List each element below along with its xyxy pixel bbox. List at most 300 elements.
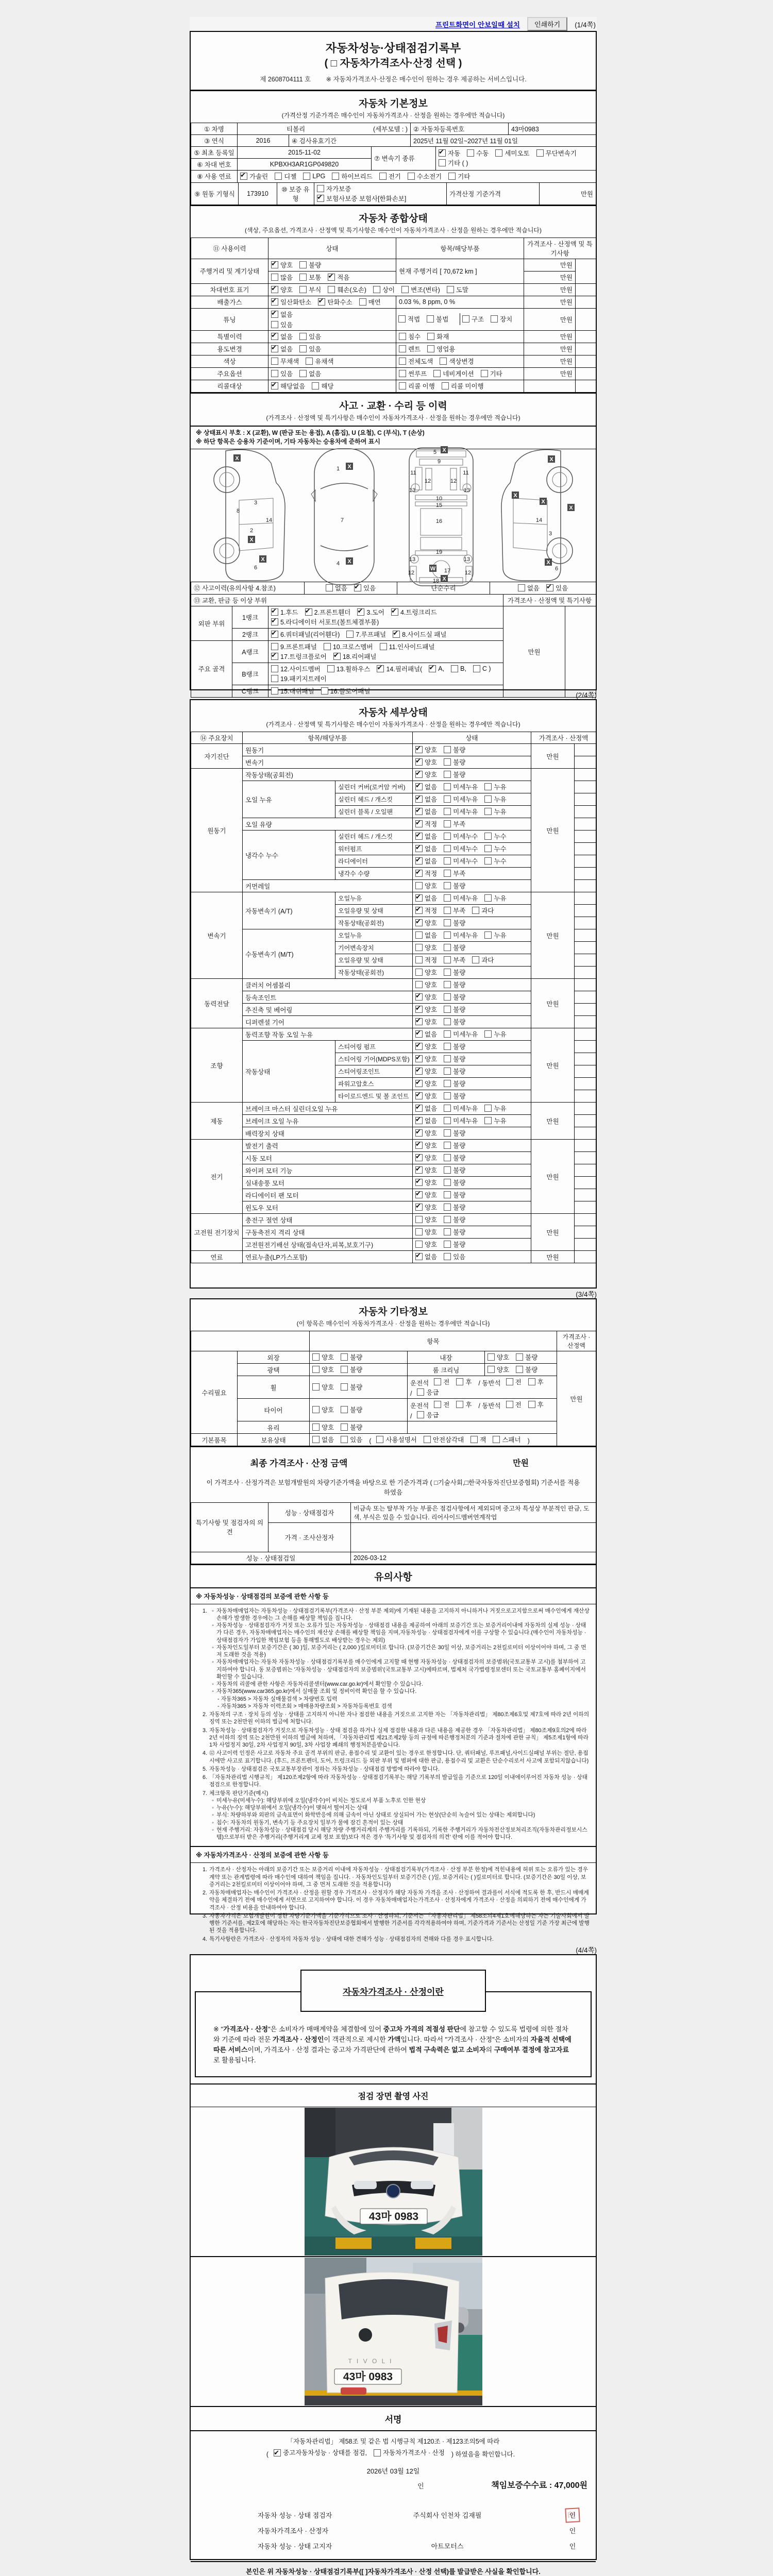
unchecked-checkbox-icon	[271, 687, 278, 694]
unchecked-checkbox-icon	[433, 370, 441, 377]
checkbox-label: C )	[482, 665, 491, 672]
option-group	[415, 1205, 465, 1212]
checkbox-option	[271, 260, 293, 269]
checkbox-label: 8.사이드실 패널	[402, 631, 447, 638]
notice-subline: - 자동차365 > 자동차 이력조회 > 매매용차량조회 > 자동차등록번호 검색	[217, 1703, 392, 1709]
checkbox-label: 양호	[425, 920, 438, 927]
seal-placeholder: 인	[417, 2482, 424, 2490]
unchecked-checkbox-icon	[399, 382, 406, 389]
other-header-price: 가격조사 · 산정액	[557, 1331, 596, 1351]
checkbox-label: 렌트	[408, 345, 421, 353]
note-cell	[575, 1103, 596, 1115]
checkbox-label: 불량	[453, 1093, 466, 1100]
notice-item-body	[209, 1607, 590, 1710]
signer-role: 자동차가격조사 · 산정자	[258, 2527, 329, 2535]
checkbox-label: 기타	[490, 370, 502, 378]
unchecked-checkbox-icon	[415, 1216, 423, 1223]
opinion-who-2: 가격 · 조사산정자	[268, 1522, 351, 1552]
checkbox-label: 양호	[425, 1142, 438, 1149]
model-year-value: 2016	[238, 134, 289, 146]
row-label: 용도변경	[191, 343, 268, 355]
checkbox-label: 미세누유	[453, 1105, 478, 1112]
checked-checkbox-icon	[305, 608, 312, 616]
checkbox-label: 미세누유	[453, 784, 478, 791]
unchecked-checkbox-icon	[415, 981, 423, 988]
option-group	[271, 610, 444, 627]
checkbox-option	[417, 1387, 439, 1397]
checkbox-label: 리콜 이행	[408, 382, 435, 390]
sub-item-label: 스티어링 펌프	[335, 1041, 413, 1053]
option-group	[271, 287, 468, 295]
device-group-label: 전기	[191, 1140, 243, 1214]
table-row	[191, 238, 596, 259]
svg-text:X: X	[549, 456, 553, 463]
checkbox-label: 불량	[453, 1167, 466, 1174]
checkbox-label: 있음	[350, 1436, 363, 1444]
checkbox-label: 있음	[280, 370, 293, 378]
unchecked-checkbox-icon	[444, 820, 451, 827]
state-options	[413, 1201, 531, 1214]
install-print-helper-link[interactable]: 프린트화면이 안보일때 설치	[435, 21, 520, 29]
current-mileage: 현재 주행거리 [ 70,672 km ]	[396, 259, 524, 283]
unchecked-checkbox-icon	[399, 358, 406, 365]
unchecked-checkbox-icon	[506, 1401, 513, 1408]
svg-text:X: X	[249, 536, 254, 543]
unchecked-checkbox-icon	[484, 1105, 492, 1112]
checkbox-label: 중고자동차성능 · 상태를 점검,	[283, 2449, 367, 2456]
checkbox-label: 보험사보증 보험사[한화손보]	[326, 195, 407, 202]
description-text: 중고차 가격의 적절성 판단	[383, 2025, 460, 2033]
unchecked-checkbox-icon	[456, 1378, 463, 1385]
table-row	[191, 1331, 596, 1351]
checkbox-option	[493, 1435, 520, 1444]
item-label: 오일 누유	[243, 781, 335, 818]
checkbox-label: 미세누유	[453, 1117, 478, 1125]
unchecked-checkbox-icon	[444, 1228, 451, 1235]
table-row	[191, 367, 596, 380]
option-group	[415, 1044, 465, 1052]
option-group	[415, 1230, 465, 1237]
cell-text: / 동반석	[478, 1380, 501, 1387]
row-options	[268, 283, 524, 296]
svg-text:X: X	[347, 558, 351, 565]
item-label: 윈도우 모터	[243, 1201, 413, 1214]
row-options-a	[268, 355, 396, 367]
checkbox-label: 무채색	[280, 358, 299, 365]
svg-text:13: 13	[409, 487, 416, 494]
price-cell: 만원	[531, 769, 575, 892]
option-group	[518, 586, 568, 593]
checkbox-option	[399, 344, 421, 353]
checked-checkbox-icon	[317, 195, 324, 202]
unchecked-checkbox-icon	[444, 1142, 451, 1149]
unchecked-checkbox-icon	[448, 173, 456, 180]
checkbox-label: 누수	[494, 833, 507, 840]
checkbox-label: 17.트렁크플로어	[280, 653, 327, 660]
checkbox-option	[312, 1405, 334, 1414]
svg-text:3: 3	[254, 499, 258, 506]
device-group-label: 원동기	[191, 769, 243, 892]
repair-item-empty	[408, 1421, 557, 1434]
svg-text:12: 12	[424, 478, 431, 484]
row-label: 튜닝	[191, 308, 268, 330]
unchecked-checkbox-icon	[275, 173, 282, 180]
repair-item-options	[310, 1364, 408, 1376]
note-cell	[576, 343, 596, 355]
checked-checkbox-icon	[415, 833, 423, 840]
checkbox-label: 불량	[453, 1216, 466, 1224]
unchecked-checkbox-icon	[399, 370, 406, 377]
checkbox-option	[271, 630, 340, 639]
checked-checkbox-icon	[271, 286, 278, 293]
note-cell	[576, 259, 596, 283]
unchecked-checkbox-icon	[299, 333, 307, 340]
unchecked-checkbox-icon	[312, 1436, 320, 1443]
checkbox-label: 안전삼각대	[432, 1436, 464, 1444]
row-options-b	[396, 296, 524, 308]
detail-state-title: 자동차 세부상태	[359, 707, 428, 718]
checkbox-option	[444, 1054, 465, 1063]
checkbox-option	[506, 1400, 522, 1409]
checkbox-option	[484, 807, 506, 816]
checkbox-label: 양호	[322, 1384, 334, 1391]
note-cell	[575, 793, 596, 806]
option-group	[312, 1437, 535, 1445]
unchecked-checkbox-icon	[484, 783, 492, 790]
cell-text: )	[527, 1437, 530, 1445]
table-row	[191, 744, 596, 756]
note-cell	[575, 954, 596, 967]
checkbox-label: 화재	[436, 333, 449, 341]
checkbox-label: 누유	[494, 1031, 507, 1038]
svg-text:19: 19	[435, 549, 443, 555]
checkbox-label: 양호	[425, 771, 438, 778]
opinion-text-2	[351, 1522, 596, 1552]
checkbox-label: 미세누유	[453, 895, 478, 902]
svg-text:12: 12	[450, 478, 457, 484]
notice-item-body	[209, 1711, 590, 1726]
reg-no-value: 43마0983	[509, 123, 596, 134]
svg-text:X: X	[513, 492, 517, 499]
svg-text:43마 0983: 43마 0983	[343, 2370, 393, 2383]
final-price-label: 최종 가격조사 · 산정 금액	[250, 1458, 348, 1468]
price-cell: 만원	[524, 296, 576, 308]
svg-text:5: 5	[433, 449, 437, 455]
rank-parts	[268, 685, 503, 697]
unchecked-checkbox-icon	[444, 857, 451, 865]
description-text: 에 참고할 수 있도록 법령에 의한 절차와 기준에 따라 전문	[213, 2025, 568, 2044]
checkbox-label: 자동차가격조사 · 산정	[383, 2449, 445, 2456]
note-cell	[575, 1053, 596, 1065]
option-group	[415, 970, 465, 977]
checkbox-label: 미세누유	[453, 1031, 478, 1038]
svg-text:X: X	[347, 463, 351, 470]
option-group	[271, 667, 498, 684]
checkbox-option	[415, 1240, 437, 1249]
checked-checkbox-icon	[415, 1117, 423, 1124]
checkbox-option	[444, 1240, 465, 1249]
option-group	[415, 797, 507, 804]
checked-checkbox-icon	[271, 311, 278, 318]
checkbox-option	[444, 745, 465, 754]
notice-item-body	[209, 1766, 590, 1773]
state-options	[413, 744, 531, 756]
checked-checkbox-icon	[415, 795, 423, 803]
checkbox-label: 불량	[309, 261, 322, 269]
unchecked-checkbox-icon	[493, 1436, 500, 1443]
checkbox-label: 적음	[337, 274, 350, 281]
price-cell: 만원	[531, 1214, 575, 1251]
checkbox-label: 양호	[322, 1424, 334, 1431]
checkbox-label: 부식	[309, 286, 322, 294]
unchecked-checkbox-icon	[341, 1406, 348, 1413]
svg-text:1: 1	[336, 465, 340, 472]
checkbox-option	[415, 1153, 437, 1162]
unchecked-checkbox-icon	[415, 969, 423, 976]
checkbox-label: 4.트렁크리드	[400, 608, 437, 616]
notice-bullet	[209, 1826, 590, 1841]
checked-checkbox-icon	[415, 820, 423, 827]
underbody-view	[400, 445, 482, 587]
checkbox-option	[444, 807, 478, 816]
checkbox-label: 양호	[425, 1216, 438, 1224]
sub-item-label: 파워고압호스	[335, 1078, 413, 1090]
checkbox-option	[328, 273, 349, 282]
panel-group-label: 외판 부위	[191, 606, 232, 640]
state-options	[413, 1239, 531, 1251]
col-major-device: ⑭ 주요장치	[191, 732, 243, 744]
unchecked-checkbox-icon	[444, 1253, 451, 1260]
option-group	[415, 958, 494, 965]
note-cell	[575, 1164, 596, 1177]
checkbox-label: 기타 ( )	[448, 160, 468, 167]
item-label: 충전구 절연 상태	[243, 1214, 413, 1226]
checkbox-label: 전기	[388, 173, 401, 180]
note-cell	[575, 744, 596, 756]
checkbox-option	[299, 344, 321, 353]
note-cell	[575, 818, 596, 831]
description-text: 입니다. 따라서 "가격조사 · 산정"은 소비자의	[400, 2036, 531, 2044]
checkbox-option	[456, 1377, 472, 1386]
unchecked-checkbox-icon	[444, 771, 451, 778]
checkbox-option	[528, 1377, 544, 1386]
checkbox-option	[484, 794, 506, 804]
checkbox-label: 상이	[382, 286, 395, 294]
checkbox-label: 장치	[500, 316, 513, 324]
state-options	[413, 1016, 531, 1028]
row-label: 배출가스	[191, 296, 268, 308]
state-options	[413, 868, 531, 880]
notice-bullet	[209, 1811, 590, 1819]
checkbox-option	[444, 968, 465, 977]
checkbox-option	[415, 1054, 437, 1063]
checkbox-label: 있음	[453, 1253, 466, 1261]
state-options	[413, 1090, 531, 1103]
bullet-icon: ◦	[212, 1622, 214, 1629]
checkbox-option	[399, 332, 421, 341]
option-group	[415, 1180, 465, 1188]
description-text: "은 소비자가 매매계약을 체결함에 있어	[268, 2025, 383, 2033]
checkbox-option	[415, 782, 437, 791]
checkbox-option	[415, 1252, 437, 1261]
checkbox-label: 양호	[425, 883, 438, 890]
checked-checkbox-icon	[415, 1080, 423, 1087]
checked-checkbox-icon	[415, 857, 423, 865]
checkbox-option	[444, 992, 465, 1002]
checkbox-option	[415, 943, 437, 952]
item-label: 배력장치 상태	[243, 1127, 413, 1140]
table-row	[191, 182, 596, 205]
checkbox-option	[484, 1104, 506, 1113]
unchecked-checkbox-icon	[491, 315, 498, 323]
unchecked-checkbox-icon	[442, 382, 449, 389]
checkbox-option	[444, 1128, 465, 1138]
final-price-unit: 만원	[513, 1459, 529, 1468]
table-row	[191, 1351, 596, 1364]
checkbox-option	[401, 285, 440, 294]
signature-law-line1: 「자동차관리법」 제58조 및 같은 법 시행규칙 제120조 · 제123조의5에 따라	[287, 2437, 500, 2445]
unchecked-checkbox-icon	[462, 315, 469, 323]
state-options	[413, 756, 531, 769]
item-label: 와이퍼 모터 기능	[243, 1164, 413, 1177]
price-survey-info-title: 자동차가격조사 · 산정이란	[343, 1987, 444, 1997]
checkbox-option	[528, 1400, 544, 1409]
cell-text: / 동반석	[478, 1402, 501, 1410]
option-group	[271, 310, 393, 329]
state-options	[413, 1177, 531, 1189]
state-options	[413, 806, 531, 818]
checkbox-label: 후	[465, 1379, 472, 1386]
checkbox-option	[415, 1128, 437, 1138]
checkbox-label: 적정	[425, 870, 438, 877]
page-indicator-2: (2/4쪽)	[576, 691, 597, 699]
checkbox-option	[427, 344, 455, 353]
checkbox-option	[536, 148, 577, 158]
option-group	[415, 896, 507, 903]
checked-checkbox-icon	[415, 845, 423, 852]
checkbox-label: 불량	[453, 969, 466, 976]
unchecked-checkbox-icon	[444, 845, 451, 852]
unchecked-checkbox-icon	[312, 1353, 320, 1361]
option-group	[415, 859, 507, 866]
checkbox-label: 양호	[425, 747, 438, 754]
checkbox-label: 12.사이드멤버	[280, 665, 321, 673]
checkbox-option	[415, 918, 437, 927]
note-cell	[575, 1201, 596, 1214]
checkbox-option	[333, 652, 377, 661]
unchecked-checkbox-icon	[439, 159, 446, 166]
unchecked-checkbox-icon	[417, 1411, 424, 1418]
option-group	[415, 921, 465, 928]
basic-items-label: 기본품목	[191, 1434, 238, 1446]
bullet-text: 자동차성능 · 상태점검자가 거짓 또는 오류가 있는 자동차성능 · 상태점검 내용을 제공하여 아래의 보증기간 또는 보증거리이내에 자동차의 실제 성능 · 상태가 다른 경우, 자동차매매업자는 매수인의 재산상 손해를 배상할 책임을 지며,자동차성능 · 상태점검자에게 이를 구상할 수 있습니다.(매수인이 자동차성능 · 상태점검자가 가입한 책임보험 등을 통해별도로 배상받는 경우는 제외)	[216, 1622, 586, 1643]
checkbox-option	[444, 819, 465, 828]
item-label: 작동상태	[243, 1041, 335, 1103]
svg-text:11: 11	[463, 469, 469, 476]
svg-text:7: 7	[340, 517, 344, 523]
notice-item-number: 3.	[202, 1727, 207, 1734]
sub-item-label: 작동상태(공회전)	[335, 967, 413, 979]
unchecked-checkbox-icon	[424, 1436, 431, 1443]
unchecked-checkbox-icon	[444, 1216, 451, 1223]
item-label: 냉각수 누수	[243, 831, 335, 880]
cell-text: /	[410, 1413, 412, 1420]
option-group	[415, 871, 465, 878]
checkbox-option	[444, 1079, 465, 1088]
option-group	[415, 785, 507, 792]
unchecked-checkbox-icon	[444, 993, 451, 1001]
checkbox-label: 하이브리드	[341, 173, 373, 180]
item-label: 추진축 및 베어링	[243, 1004, 413, 1016]
checkbox-option	[472, 955, 494, 964]
unchecked-checkbox-icon	[359, 298, 366, 306]
unchecked-checkbox-icon	[312, 1423, 320, 1431]
price-cell: 만원	[524, 367, 576, 380]
notice-item-number: 4.	[202, 1750, 207, 1757]
car-name-cell	[238, 123, 411, 134]
unchecked-checkbox-icon	[488, 1353, 495, 1361]
submodel-field: (세부모델 : )	[373, 125, 408, 133]
checkbox-option	[328, 285, 366, 294]
checkbox-option	[271, 607, 298, 617]
table-row	[191, 979, 596, 991]
table-row	[191, 123, 596, 134]
checkbox-label: 불량	[350, 1366, 363, 1374]
state-options	[413, 1028, 531, 1041]
caution-title: 유의사항	[374, 1571, 412, 1583]
option-group	[415, 995, 465, 1002]
checkbox-label: 없음	[425, 1105, 438, 1112]
notice-item-number: 1.	[202, 1867, 207, 1873]
unchecked-checkbox-icon	[444, 1179, 451, 1186]
state-options	[413, 1103, 531, 1115]
checkbox-option	[391, 607, 437, 617]
state-options	[413, 1226, 531, 1239]
device-group-label: 제동	[191, 1103, 243, 1140]
checkbox-label: 해당	[321, 382, 334, 390]
checked-checkbox-icon	[415, 1018, 423, 1025]
notice-item-body	[209, 1774, 590, 1789]
device-group-label: 조향	[191, 1028, 243, 1103]
checkbox-label: 불량	[453, 1019, 466, 1026]
report-title: 자동차성능·상태점검기록부	[325, 42, 461, 55]
checked-checkbox-icon	[318, 298, 325, 306]
checked-checkbox-icon	[393, 631, 400, 638]
unchecked-checkbox-icon	[427, 345, 434, 352]
checkbox-option	[444, 770, 465, 779]
checkbox-label: 수동	[476, 150, 489, 158]
warranty-type-options	[314, 182, 447, 205]
price-cell: 만원	[524, 259, 576, 271]
notice-item-number: 7.	[202, 1790, 207, 1797]
description-text: 가격조사 · 산정인	[272, 2036, 324, 2044]
unchecked-checkbox-icon	[434, 1401, 441, 1408]
checkbox-label: 적정	[425, 907, 438, 914]
unchecked-checkbox-icon	[299, 345, 307, 352]
repair-item-label: 유리	[238, 1421, 310, 1434]
note-cell	[575, 905, 596, 917]
checked-checkbox-icon	[354, 584, 361, 591]
unchecked-checkbox-icon	[341, 1353, 348, 1361]
unchecked-checkbox-icon	[299, 274, 307, 281]
checked-checkbox-icon	[415, 1129, 423, 1137]
checkbox-option	[327, 664, 371, 673]
bullet-text: 자동차인도일부터 보증기간은 ( 30 )일, 보증거리는 ( 2,000 )킬로미터로 합니다. (보증기간은 30일 이상, 보증거리는 2천킬로미터 이상이어야 하며, 그 중 먼저 도래한 것을 적용)	[216, 1644, 586, 1658]
checkbox-label: 많음	[280, 274, 293, 281]
print-button[interactable]: 인쇄하기	[527, 17, 567, 31]
option-group	[415, 1094, 465, 1101]
checked-checkbox-icon	[415, 919, 423, 926]
